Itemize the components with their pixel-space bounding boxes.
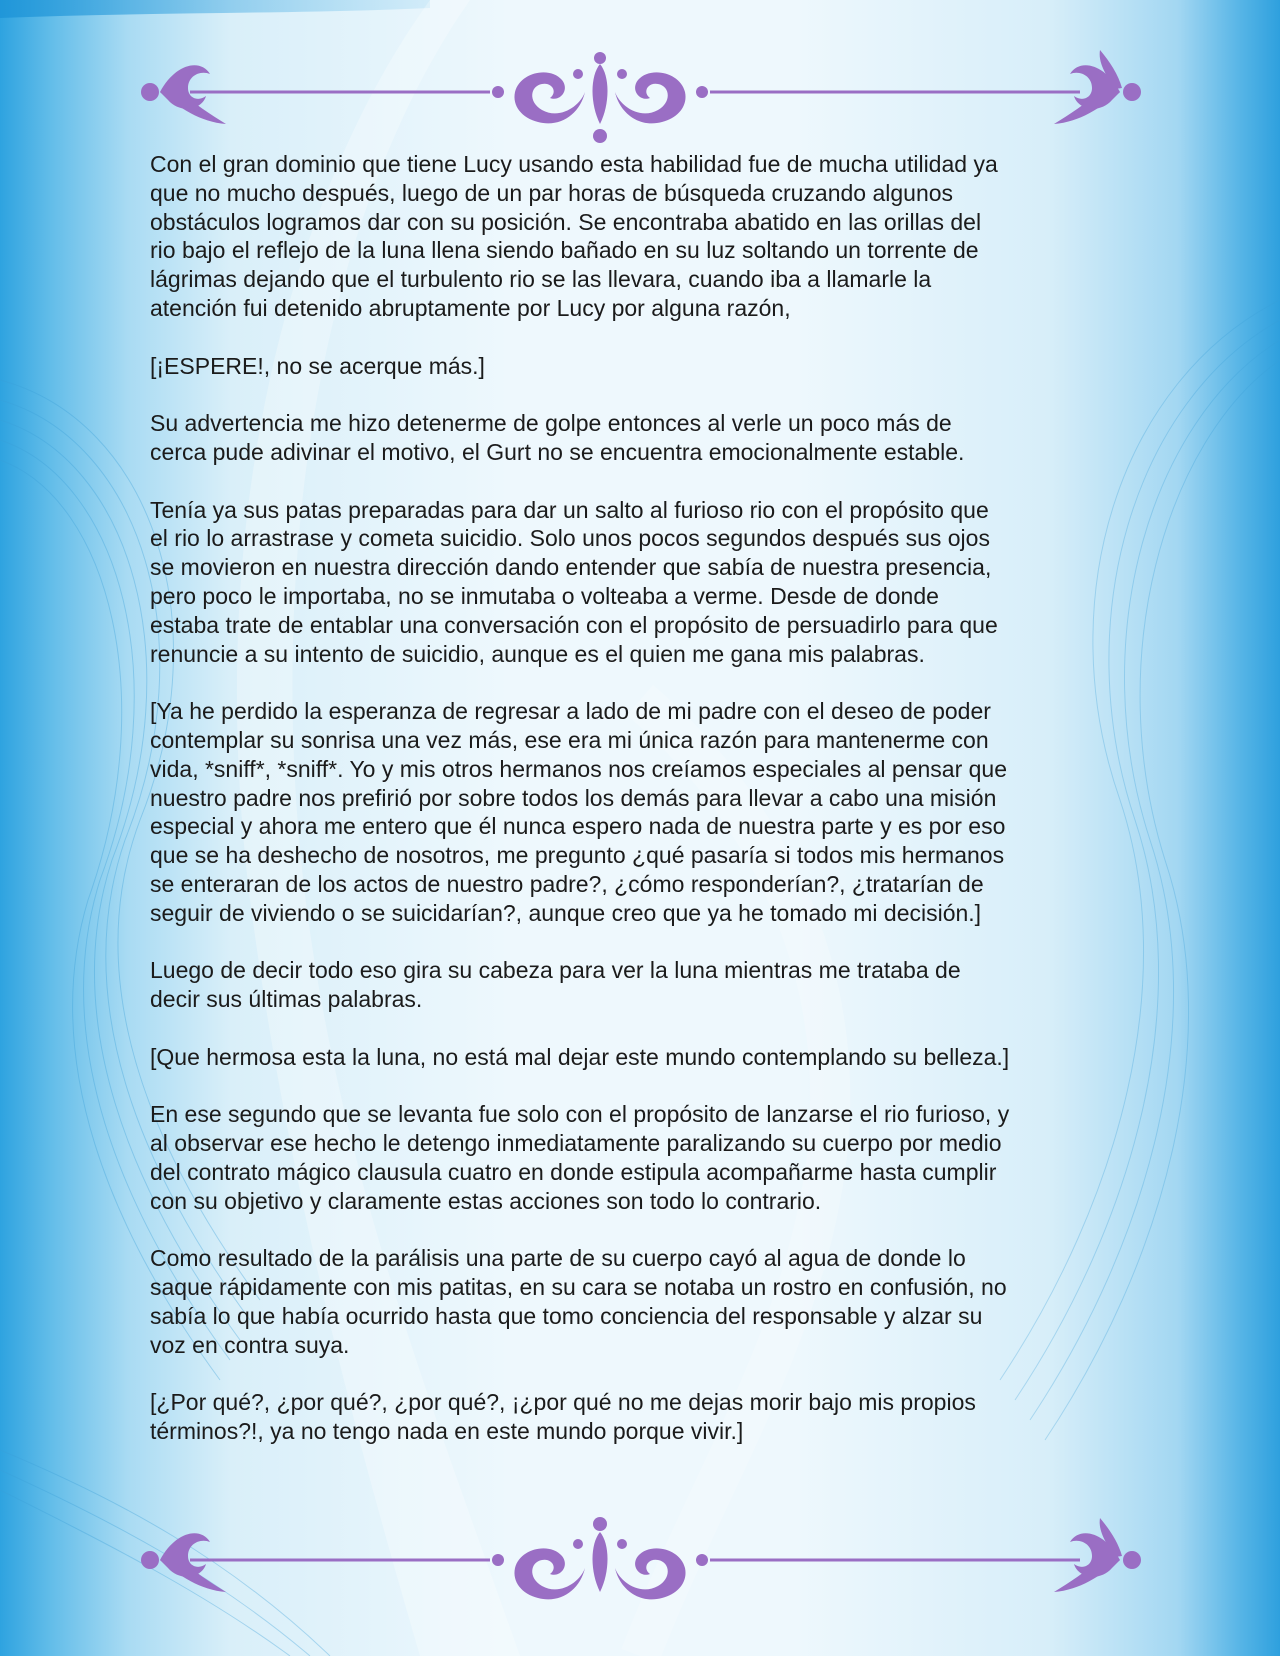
bottom-ornament-divider <box>130 1508 1150 1608</box>
paragraph: [¡ESPERE!, no se acerque más.] <box>150 352 485 379</box>
paragraph: Luego de decir todo eso gira su cabeza para ver la luna mientras me trataba de decir sus últimas palabras. <box>150 957 961 1013</box>
paragraph: [Ya he perdido la esperanza de regresar a lado de mi padre con el deseo de poder contemplar su sonrisa una vez más, ese era mi única razón para mantenerme con vida, *sniff*, *sniff*. Yo y mis otros hermanos nos creíamos especiales al pensar que nuestro padre nos prefirió por sobre todos los demás para llevar a cabo una misión especial y ahora me entero que él nunca espero nada de nuestra parte y es por eso que se ha deshecho de nosotros, me pregunto ¿qué pasaría si todos mis hermanos se enteraran de los actos de nuestro padre?, ¿cómo responderían?, ¿tratarían de seguir de viviendo o se suicidarían?, aunque creo que ya he tomado mi decisión.] <box>150 698 1007 926</box>
paragraph: [¿Por qué?, ¿por qué?, ¿por qué?, ¡¿por qué no me dejas morir bajo mis propios términos?!, ya no tengo nada en este mundo porque vivir.] <box>150 1389 976 1445</box>
paragraph: Tenía ya sus patas preparadas para dar un salto al furioso rio con el propósito que el rio lo arrastrase y cometa suicidio. Solo unos pocos segundos después sus ojos se movieron en nuestra dirección dando entender que sabía de nuestra presencia, pero poco le importaba, no se inmutaba o volteaba a verme. Desde de donde estaba trate de entablar una conversación con el propósito de persuadirlo para que renuncie a su intento de suicidio, aunque es el quien me gana mis palabras. <box>150 496 998 667</box>
document-body <box>150 150 1100 1475</box>
top-ornament-divider <box>130 44 1150 144</box>
paragraph: Su advertencia me hizo detenerme de golpe entonces al verle un poco más de cerca pude adivinar el motivo, el Gurt no se encuentra emocionalmente estable. <box>150 410 965 465</box>
paragraph: En ese segundo que se levanta fue solo con el propósito de lanzarse el rio furioso, y al observar ese hecho le detengo inmediatamente paralizando su cuerpo por medio del contrato mágico clausula cuatro en donde estipula acompañarme hasta cumplir con su objetivo y claramente estas acciones son todo lo contrario. <box>150 1101 1010 1214</box>
paragraph: Con el gran dominio que tiene Lucy usando esta habilidad fue de mucha utilidad ya que no mucho después, luego de un par horas de búsqueda cruzando algunos obstáculos logramos dar con su posición. Se encontraba abatido en las orillas del rio bajo el reflejo de la luna llena siendo bañado en su luz soltando un torrente de lágrimas dejando que el turbulento rio se las llevara, cuando iba a llamarle la atención fui detenido abruptamente por Lucy por alguna razón, <box>150 151 998 321</box>
paragraph: Como resultado de la parálisis una parte de su cuerpo cayó al agua de donde lo saque rápidamente con mis patitas, en su cara se notaba un rostro en confusión, no sabía lo que había ocurrido hasta que tomo conciencia del responsable y alzar su voz en contra suya. <box>150 1245 1007 1358</box>
paragraph: [Que hermosa esta la luna, no está mal dejar este mundo contemplando su belleza.] <box>150 1043 1010 1070</box>
